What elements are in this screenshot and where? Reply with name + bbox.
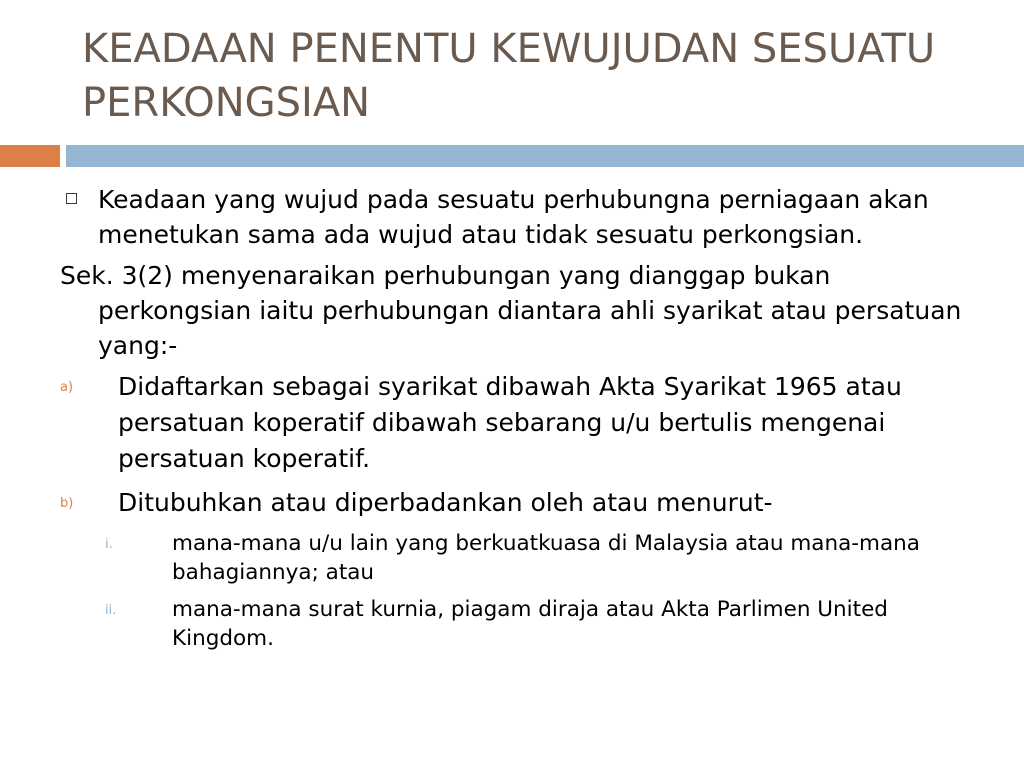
slide-content bbox=[60, 182, 990, 661]
list-marker-a: a) bbox=[60, 380, 74, 395]
list-item-b bbox=[60, 485, 990, 521]
bullet-text: Keadaan yang wujud pada sesuatu perhubungna perniagaan akan menetukan sama ada wujud atau tidak sesuatu perkongsian. bbox=[98, 185, 929, 249]
list-item-a bbox=[60, 369, 990, 477]
list-item-a-text: Didaftarkan sebagai syarikat dibawah Akta Syarikat 1965 atau persatuan koperatif dibawah sebarang u/u bertulis mengenai persatuan koperatif. bbox=[118, 372, 902, 473]
accent-bar-blue bbox=[66, 145, 1024, 167]
section-paragraph bbox=[60, 258, 990, 363]
sub-list-item-ii bbox=[60, 595, 990, 653]
sub-list-item-i-text: mana-mana u/u lain yang berkuatkuasa di Malaysia atau mana-mana bahagiannya; atau bbox=[172, 531, 920, 585]
sub-list-marker-ii: ii. bbox=[105, 603, 117, 618]
bullet-paragraph bbox=[60, 182, 990, 252]
hollow-square-bullet-icon bbox=[66, 193, 77, 204]
sub-list-item-ii-text: mana-mana surat kurnia, piagam diraja atau Akta Parlimen United Kingdom. bbox=[172, 597, 888, 651]
list-item-b-text: Ditubuhkan atau diperbadankan oleh atau menurut- bbox=[118, 488, 773, 517]
list-marker-b: b) bbox=[60, 496, 74, 511]
sub-list-item-i bbox=[60, 529, 990, 587]
section-text: Sek. 3(2) menyenaraikan perhubungan yang dianggap bukan perkongsian iaitu perhubungan diantara ahli syarikat atau persatuan yang:- bbox=[60, 261, 962, 360]
sub-list-marker-i: i. bbox=[105, 537, 113, 552]
slide-title: KEADAAN PENENTU KEWUJUDAN SESUATU PERKONGSIAN bbox=[82, 26, 936, 126]
accent-bar-orange bbox=[0, 145, 60, 167]
